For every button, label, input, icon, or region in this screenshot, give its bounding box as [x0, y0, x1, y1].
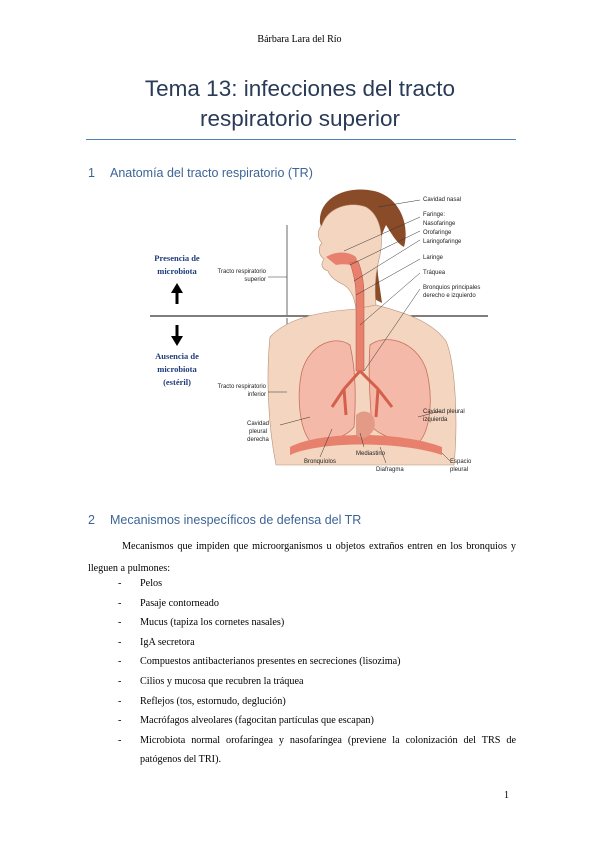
label-espacio-1: Espacio	[450, 459, 472, 465]
label-trs-1: Tracto respiratorio	[217, 269, 266, 275]
label-trs-2: superior	[244, 277, 266, 283]
side-top-line-2: microbiota	[157, 266, 197, 276]
section-number: 1	[88, 166, 95, 180]
label-cavidad-nasal: Cavidad nasal	[423, 197, 462, 203]
list-item	[118, 633, 516, 653]
list-item	[118, 672, 516, 692]
section-title: Mecanismos inespecíficos de defensa del TR	[110, 513, 362, 527]
label-tri-1: Tracto respiratorio	[217, 384, 266, 390]
list-item-text: Pelos	[140, 578, 163, 589]
list-item	[118, 594, 516, 614]
label-orofaringe: Orofaringe	[423, 230, 452, 236]
list-item	[118, 692, 516, 712]
bullet-dash: -	[118, 695, 122, 707]
label-diafragma: Diafragma	[376, 467, 404, 473]
label-bronquios-2: derecho e izquierdo	[423, 293, 476, 299]
defense-mechanisms-list	[118, 574, 516, 770]
label-cp-der-3: derecha	[247, 437, 269, 443]
label-cp-izq-2: izquierda	[423, 417, 448, 423]
section-1-heading	[88, 166, 313, 180]
list-item-text: Mucus (tapiza los cornetes nasales)	[140, 617, 285, 629]
list-item-text: Macrófagos alveolares (fagocitan partículas que escapan)	[140, 715, 374, 727]
list-item	[118, 652, 516, 672]
page-number: 1	[504, 790, 509, 801]
list-item-text: Compuestos antibacterianos presentes en secreciones (lisozima)	[140, 656, 401, 668]
bullet-dash: -	[118, 734, 122, 746]
label-cp-der-1: Cavidad	[246, 421, 270, 427]
list-item-text: Cilios y mucosa que recubren la tráquea	[140, 675, 304, 687]
label-tri-2: inferior	[247, 392, 266, 398]
title-underline	[86, 139, 516, 140]
list-item	[118, 574, 516, 594]
label-espacio-2: pleural	[450, 467, 469, 473]
title-line-1: Tema 13: infecciones del tracto	[144, 76, 456, 101]
side-bottom-line-3: (estéril)	[163, 377, 191, 387]
author-header: Bárbara Lara del Río	[257, 34, 342, 45]
label-traquea: Tráquea	[423, 270, 446, 276]
label-nasofaringe: Nasofaringe	[423, 221, 456, 227]
section-2-intro: Mecanismos que impiden que microorganismos u objetos extraños entren en los bronquios y lleguen a pulmones:	[88, 541, 516, 574]
respiratory-tract-figure	[150, 185, 490, 480]
label-cp-izq-1: Cavidad pleural	[423, 409, 465, 415]
bullet-dash: -	[118, 578, 122, 589]
list-item	[118, 731, 516, 770]
side-bottom-line-2: microbiota	[157, 364, 197, 374]
bullet-dash: -	[118, 597, 122, 609]
label-cp-der-2: pleural	[248, 429, 268, 435]
arrow-down-icon	[171, 325, 183, 346]
side-bottom-line-1: Ausencia de	[155, 351, 199, 361]
list-item-text: Microbiota normal orofaríngea y nasofaríngea (previene la colonización del TRS de patógenos del TRI).	[140, 734, 516, 766]
label-laringe: Laringe	[423, 255, 444, 261]
label-bronquios-1: Bronquios principales	[423, 285, 481, 291]
label-laringofaringe: Laringofaringe	[423, 239, 462, 245]
arrow-up-icon	[171, 283, 183, 304]
section-number: 2	[88, 513, 95, 527]
title-line-2: respiratorio superior	[199, 106, 401, 131]
list-item-text: Reflejos (tos, estornudo, deglución)	[140, 695, 286, 707]
list-item-text: IgA secretora	[140, 636, 195, 648]
section-2-heading	[88, 513, 361, 527]
bullet-dash: -	[118, 715, 122, 727]
label-bronquiolos: Bronquíolos	[304, 459, 337, 465]
bullet-dash: -	[118, 617, 122, 629]
list-item	[118, 613, 516, 633]
list-item-text: Pasaje contorneado	[140, 597, 219, 609]
list-item	[118, 711, 516, 731]
side-top-line-1: Presencia de	[154, 253, 200, 263]
bullet-dash: -	[118, 656, 122, 668]
label-mediastino: Mediastino	[356, 451, 386, 457]
section-title: Anatomía del tracto respiratorio (TR)	[110, 166, 313, 180]
label-faringe: Faringe:	[423, 212, 446, 218]
page-title	[60, 74, 540, 134]
bullet-dash: -	[118, 675, 122, 687]
bullet-dash: -	[118, 636, 122, 648]
